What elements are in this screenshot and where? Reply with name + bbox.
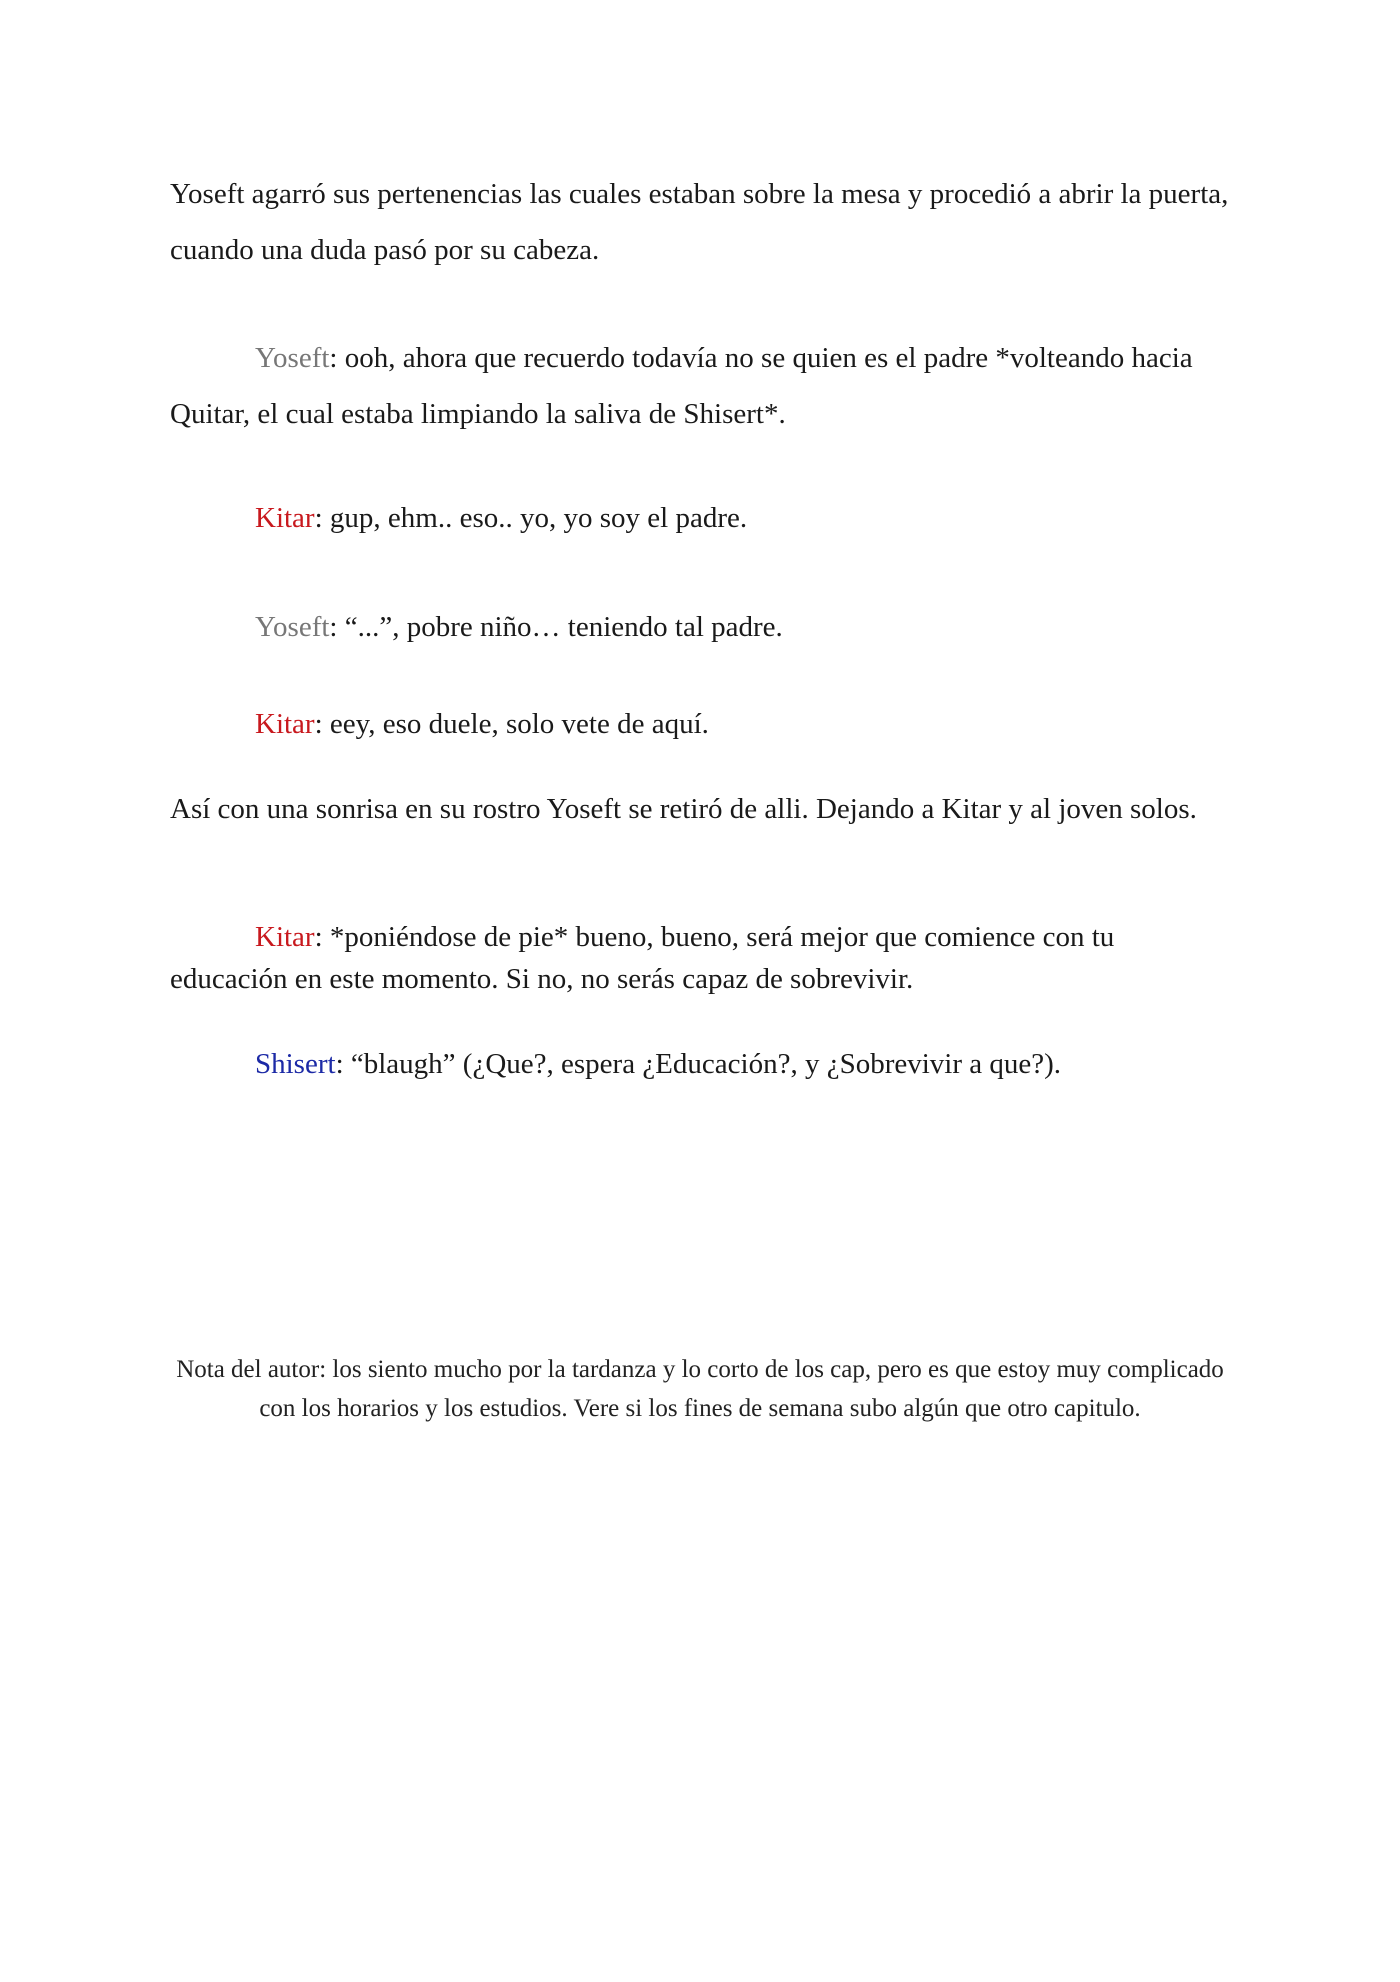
dialogue-text: : eey, eso duele, solo vete de aquí. [314,708,709,740]
speaker-name-kitar: Kitar [255,502,315,534]
dialogue-kitar-3 [170,916,1230,1000]
dialogue-kitar-2 [170,703,1230,745]
dialogue-text: : *poniéndose de pie* bueno, bueno, será mejor que comience con tu educación en este momento. Si no, no serás capaz de sobrevivir. [170,921,1115,995]
speaker-name-yoseft: Yoseft [255,342,330,374]
narration-paragraph-2: Así con una sonrisa en su rostro Yoseft se retiró de alli. Dejando a Kitar y al joven solos. [170,793,1197,825]
speaker-name-yoseft: Yoseft [255,611,330,643]
dialogue-yoseft-2 [170,606,1230,648]
dialogue-text: : gup, ehm.. eso.. yo, yo soy el padre. [314,502,748,534]
dialogue-shisert-1 [170,1043,1230,1085]
dialogue-text: : “...”, pobre niño… teniendo tal padre. [329,611,783,643]
speaker-name-kitar: Kitar [255,921,315,953]
dialogue-text: : “blaugh” (¿Que?, espera ¿Educación?, y ¿Sobrevivir a que?). [335,1048,1062,1080]
dialogue-yoseft-1 [170,330,1230,442]
dialogue-text: : ooh, ahora que recuerdo todavía no se quien es el padre *volteando hacia Quitar, el cual estaba limpiando la saliva de Shisert*. [170,342,1193,430]
dialogue-kitar-1 [170,497,1230,539]
speaker-name-kitar: Kitar [255,708,315,740]
author-note: Nota del autor: los siento mucho por la tardanza y lo corto de los cap, pero es que estoy muy complicado con los horarios y los estudios. Vere si los fines de semana subo algún que otro capitulo. [176,1356,1224,1422]
speaker-name-shisert: Shisert [255,1048,336,1080]
narration-paragraph-1: Yoseft agarró sus pertenencias las cuales estaban sobre la mesa y procedió a abrir la puerta, cuando una duda pasó por su cabeza. [170,178,1229,266]
